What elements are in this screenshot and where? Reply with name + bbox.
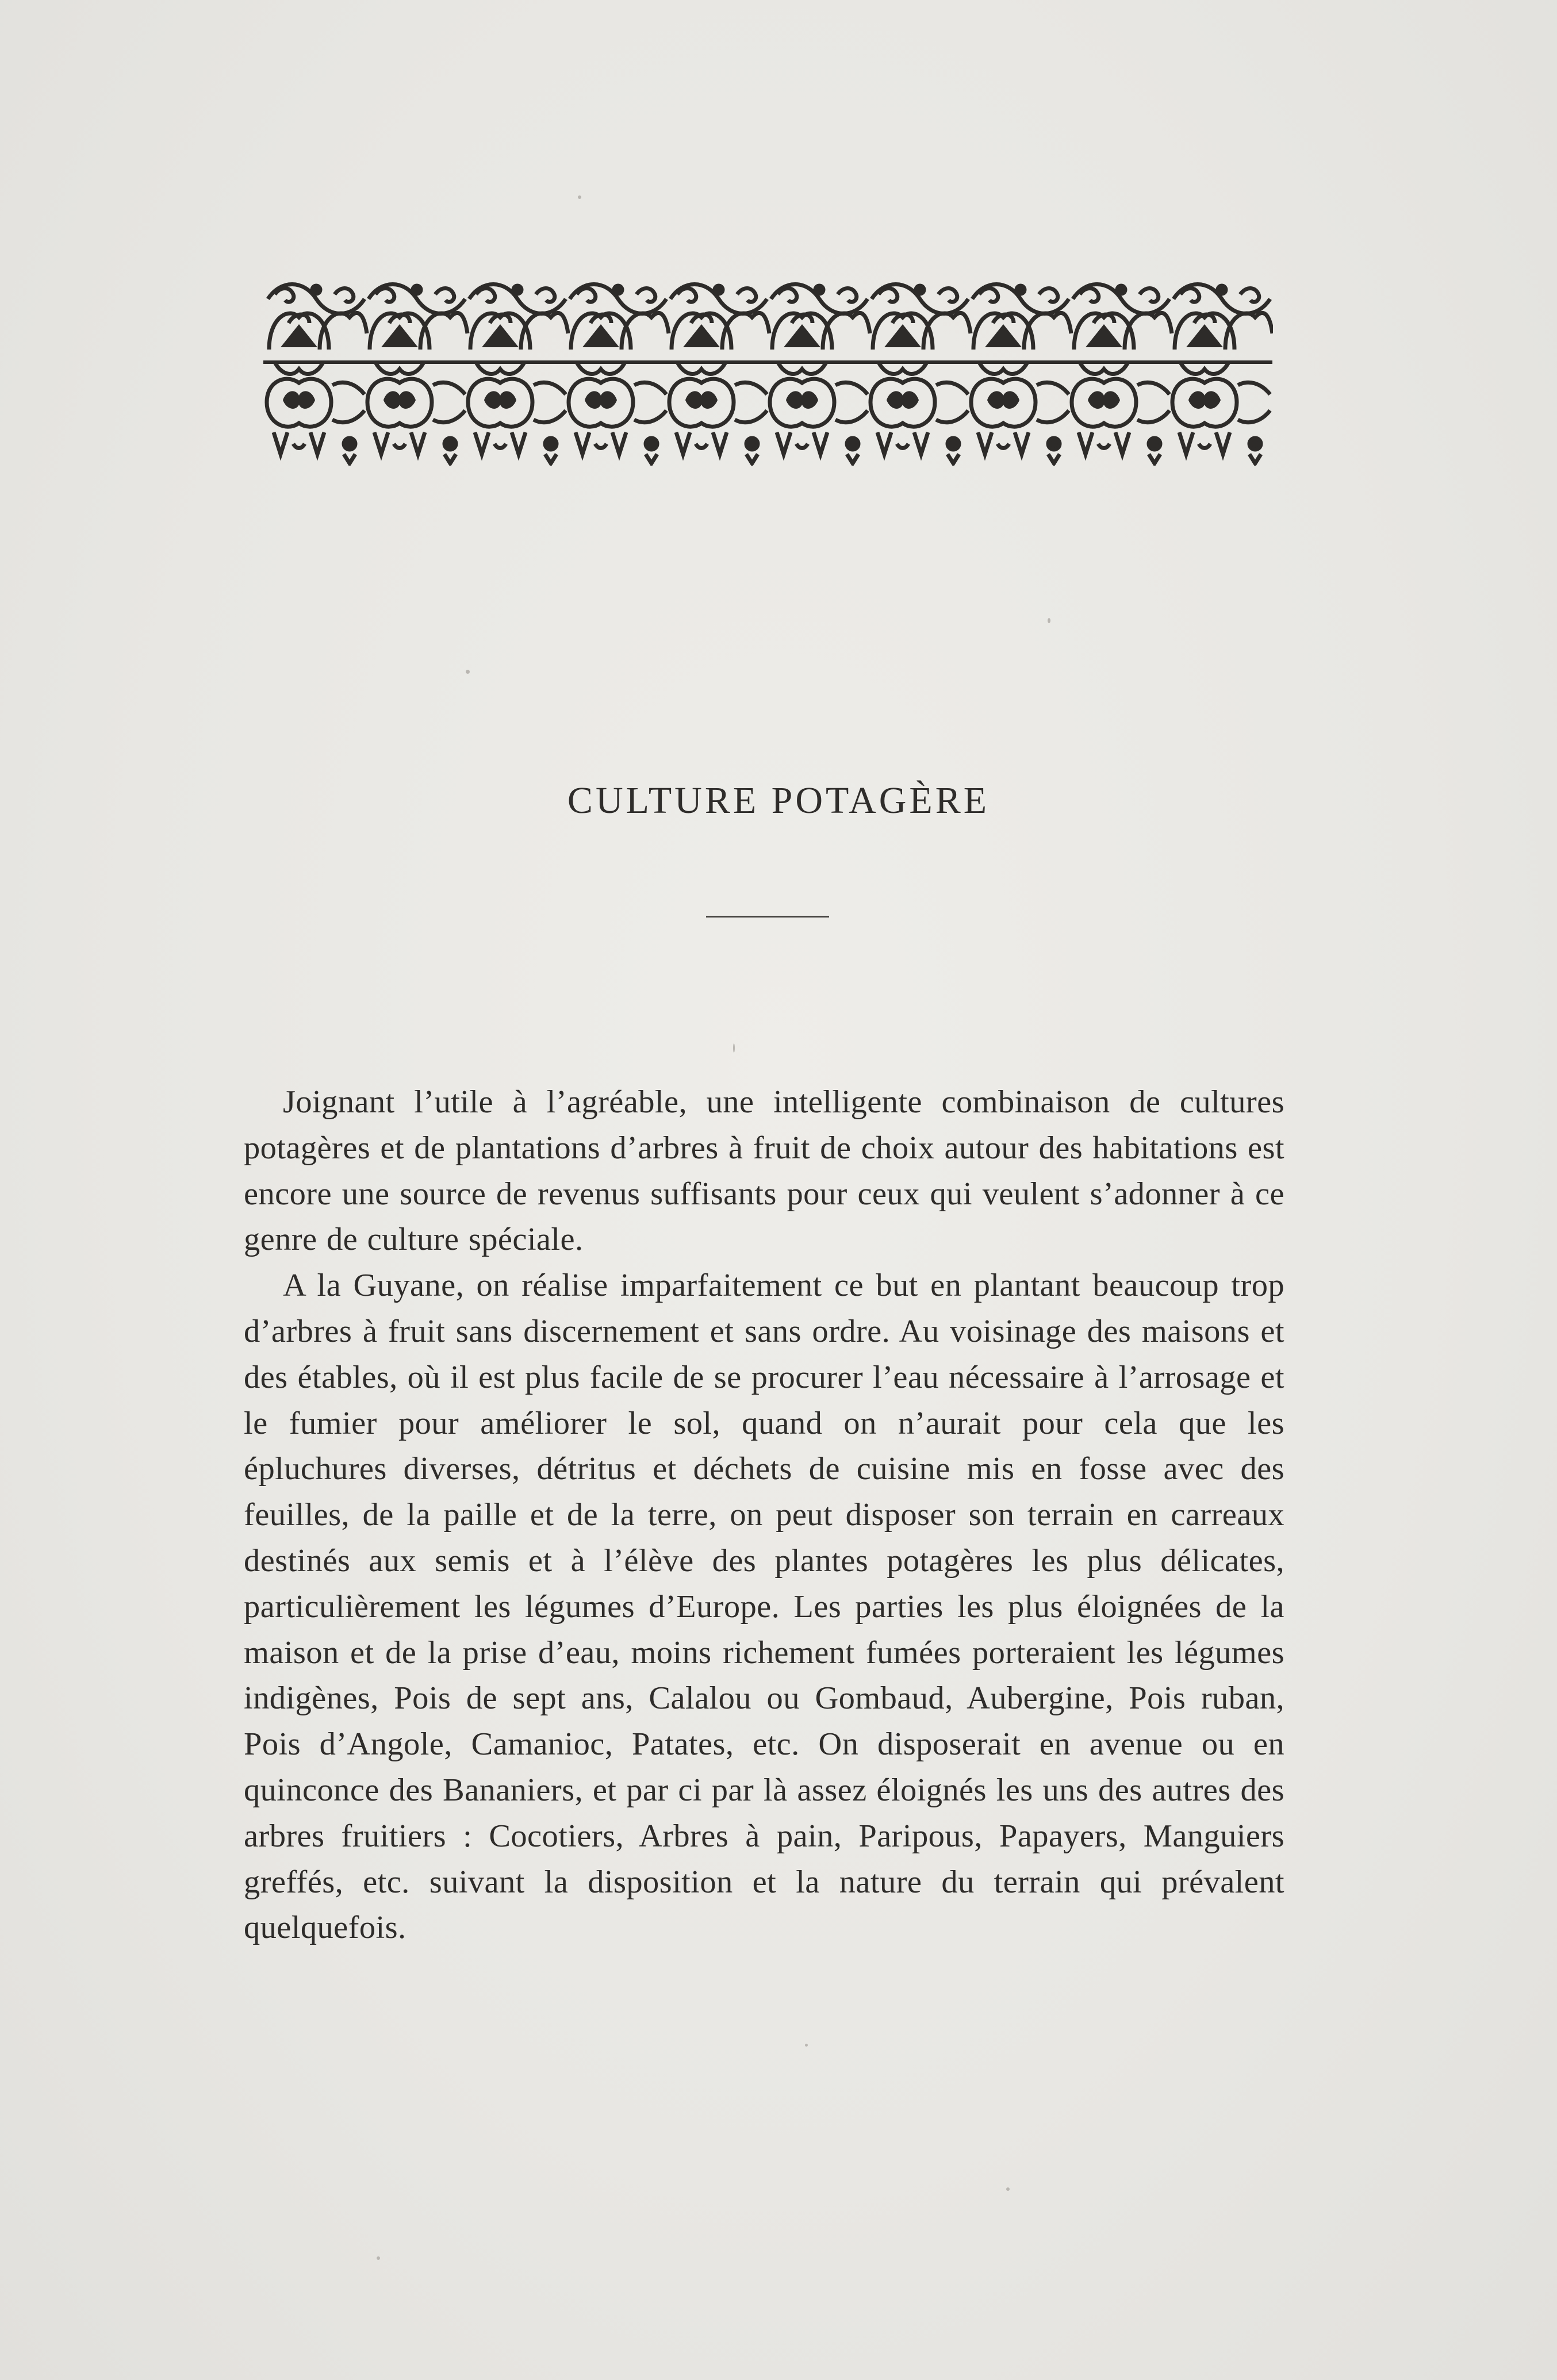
floral-band-ornament-icon <box>263 282 1273 466</box>
paper-speck <box>733 1043 735 1053</box>
title-divider <box>706 916 829 918</box>
paper-speck <box>377 2256 380 2260</box>
paragraph: Joignant l’utile à l’agréable, une intelligente combinaison de cultures potagères et de plantations d’arbres à fruit de choix autour des habitations est encore une source de revenus suffisants pour ceux qui veulent s’adonner à ce genre de culture spéciale. <box>244 1084 1284 1258</box>
paper-speck <box>466 670 470 674</box>
paper-speck <box>1006 2187 1010 2191</box>
page-title: CULTURE POTAGÈRE <box>567 780 990 822</box>
body-text <box>244 1080 1284 1951</box>
paper-speck <box>578 195 581 199</box>
paper-speck <box>805 2044 808 2047</box>
paragraph: A la Guyane, on réalise imparfaitement ce but en plantant beaucoup trop d’arbres à fruit sans discernement et sans ordre. Au voisinage des maisons et des étables, où il est plus facile de se procurer l’eau nécessaire à l’arrosage et le fumier pour améliorer le sol, quand on n’aurait pour cela que les épluchures diverses, détritus et déchets de cuisine mis en fosse avec des feuilles, de la paille et de la terre, on peut disposer son terrain en carreaux destinés aux semis et à l’élève des plantes potagères les plus délicates, particulièrement les légumes d’Europe. Les parties les plus éloignées de la maison et de la prise d’eau, moins richement fumées porteraient les légumes indigènes, Pois de sept ans, Calalou ou Gombaud, Aubergine, Pois ruban, Pois d’Angole, Camanioc, Patates, etc. On disposerait en avenue ou en quinconce des Bananiers, et par ci par là assez éloignés les uns des autres des arbres fruitiers : Cocotiers, Arbres à pain, Paripous, Papayers, Manguiers greffés, etc. suivant la disposition et la nature du terrain qui prévalent quelquefois. <box>244 1268 1284 1946</box>
paper-speck <box>1048 618 1050 623</box>
